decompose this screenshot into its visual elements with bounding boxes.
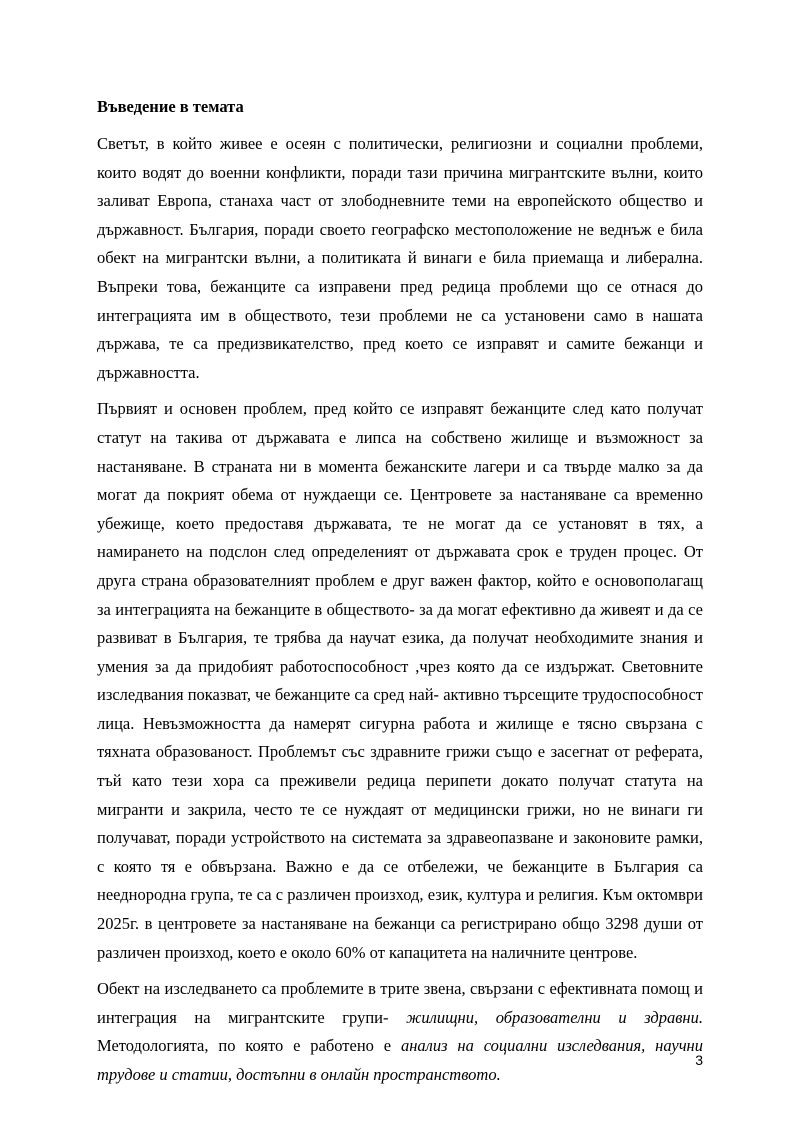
document-page [97, 94, 703, 1098]
paragraph-object-methodology [97, 975, 703, 1089]
page-number: 3 [695, 1052, 703, 1068]
paragraph-italic-methodology: анализ на социални изследвания, научни трудове и статии, достъпни в онлайн пространството. [97, 1036, 703, 1084]
paragraph-problems: Първият и основен проблем, пред който се изправят бежанците след като получат статут на такива от държавата е липса на собствено жилище и възможност за настаняване. В страната ни в момента бежанските лагери и са твърде малко за да могат да покрият обема от нуждаещи се. Центровете за настаняване са временно убежище, което предоставя държавата, те не могат да се установят в тях, а намирането на подслон след определеният от държавата срок е труден процес. От друга страна образователният проблем е друг важен фактор, който е основополагащ за интеграцията на бежанците в обществото- за да могат ефективно да живеят и да се развиват в България, те трябва да научат езика, да получат необходимите знания и умения за да придобият работоспособност ,чрез която да се издържат. Световните изследвания показват, че бежанците са сред най- активно търсещите трудоспособност лица. Невъзможността да намерят сигурна работа и жилище е тясно свързана с тяхната образованост. Проблемът със здравните грижи също е засегнат от реферата, тъй като тези хора са преживели редица перипети докато получат статута на мигранти и закрила, често те се нуждаят от медицински грижи, но не винаги ги получават, поради устройството на системата за здравеопазване и законовите рамки, с която тя е обвързана. Важно е да се отбележи, че бежанците в България са нееднородна група, те са с различен произход, език, култура и религия. Към октомври 2025г. в центровете за настаняване на бежанци са регистрирано общо 3298 души от различен произход, което е около 60% от капацитета на наличните центрове. [97, 399, 703, 962]
paragraph-text-part1: Обект на изследването са проблемите в трите звена, свързани с ефективната помощ и интеграция на мигрантските групи- [97, 979, 703, 1027]
paragraph-intro: Светът, в който живее е осеян с политически, религиозни и социални проблеми, които водят до военни конфликти, поради тази причина мигрантските вълни, които заливат Европа, станаха част от злободневните теми на европейското общество и държавност. България, поради своето географско местоположение не веднъж е била обект на мигрантски вълни, а политиката й винаги е била приемаща и либерална. Въпреки това, бежанците са изправени пред редица проблеми що се отнася до интеграцията им в обществото, тези проблеми не са установени само в нашата държава, те са предизвикателство, пред което се изправят и самите бежанци и държавността. [97, 134, 703, 382]
paragraph-text-part2: Методологията, по която е работено е [97, 1036, 401, 1056]
paragraph-italic-areas: жилищни, образователни и здравни. [406, 1007, 703, 1027]
section-heading: Въведение в темата [97, 97, 244, 116]
